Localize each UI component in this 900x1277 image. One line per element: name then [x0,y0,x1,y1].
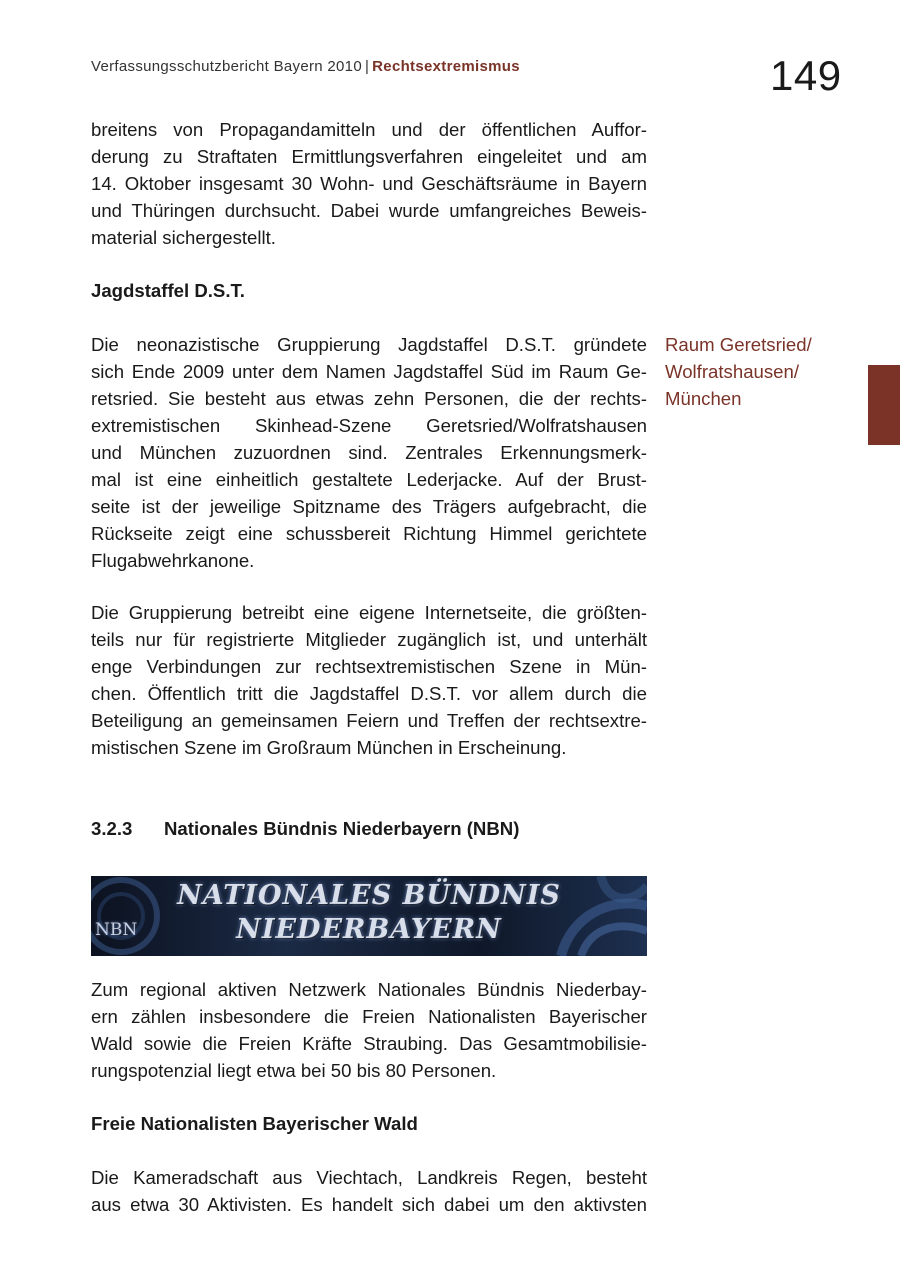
text-line: und München zuzuordnen sind. Zentrales Erkennungsmerk- [91,442,647,463]
text-line: rungspotenzial liegt etwa bei 50 bis 80 Personen. [91,1060,497,1081]
text-line: mistischen Szene im Großraum München in Erscheinung. [91,737,567,758]
text-line: Wald sowie die Freien Kräfte Straubing. Das Gesamtmobilisie- [91,1033,647,1054]
text-line: teils nur für registrierte Mitglieder zugänglich ist, und unterhält [91,629,647,650]
header-separator: | [364,58,370,75]
paragraph-jagdstaffel-1 [91,331,647,574]
text-line: material sichergestellt. [91,227,276,248]
banner-title-line2: NIEDERBAYERN [236,914,502,945]
text-line: enge Verbindungen zur rechtsextremistischen Szene in Mün- [91,656,647,677]
section-number: 3.2.3 [91,818,133,839]
nbn-logo: NBN [95,920,138,940]
section-title-nbn: Nationales Bündnis Niederbayern (NBN) [164,818,520,839]
text-line: breitens von Propagandamitteln und der öffentlichen Auffor- [91,119,647,140]
paragraph-freie [91,1164,647,1218]
text-line: mal ist eine einheitlich gestaltete Lederjacke. Auf der Brust- [91,469,647,490]
text-line: Die Kameradschaft aus Viechtach, Landkreis Regen, besteht [91,1167,647,1188]
page-number: 149 [770,52,842,99]
text-line: Beteiligung an gemeinsamen Feiern und Treffen der rechtsextre- [91,710,647,731]
publication-title: Verfassungsschutzbericht Bayern 2010 [91,58,362,75]
text-line: seite ist der jeweilige Spitzname des Trägers aufgebracht, die [91,496,647,517]
text-line: Zum regional aktiven Netzwerk Nationales Bündnis Niederbay- [91,979,647,1000]
heading-freie-nationalisten: Freie Nationalisten Bayerischer Wald [91,1113,418,1134]
chapter-tab [868,365,900,445]
text-line: aus etwa 30 Aktivisten. Es handelt sich dabei um den aktivsten [91,1194,647,1215]
text-line: derung zu Straftaten Ermittlungsverfahren eingeleitet und am [91,146,647,167]
text-line: Die Gruppierung betreibt eine eigene Internetseite, die größten- [91,602,647,623]
text-line: chen. Öffentlich tritt die Jagdstaffel D.S.T. vor allem durch die [91,683,647,704]
margin-note-line: München [665,388,742,409]
text-line: extremistischen Skinhead-Szene Geretsried/Wolfratshausen [91,415,647,436]
text-line: und Thüringen durchsucht. Dabei wurde umfangreiches Beweis- [91,200,647,221]
paragraph-nbn [91,976,647,1084]
heading-section-3-2-3 [91,815,519,842]
margin-note-location [665,331,812,412]
text-line: retsried. Sie besteht aus etwas zehn Personen, die der rechts- [91,388,647,409]
text-line: Flugabwehrkanone. [91,550,255,571]
paragraph-jagdstaffel-2 [91,599,647,761]
text-line: ern zählen insbesondere die Freien Nationalisten Bayerischer [91,1006,647,1027]
heading-jagdstaffel: Jagdstaffel D.S.T. [91,280,245,301]
margin-note-line: Wolfratshausen/ [665,361,800,382]
margin-note-line: Raum Geretsried/ [665,334,812,355]
text-line: sich Ende 2009 unter dem Namen Jagdstaffel Süd im Raum Ge- [91,361,647,382]
banner-title-line1: NATIONALES BÜNDNIS [177,880,561,911]
nbn-banner-image [91,876,647,956]
paragraph-intro [91,116,647,251]
text-line: 14. Oktober insgesamt 30 Wohn- und Geschäftsräume in Bayern [91,173,647,194]
running-header [91,58,520,75]
section-title: Rechtsextremismus [372,58,520,75]
text-line: Die neonazistische Gruppierung Jagdstaffel D.S.T. gründete [91,334,647,355]
text-line: Rückseite zeigt eine schussbereit Richtung Himmel gerichtete [91,523,647,544]
